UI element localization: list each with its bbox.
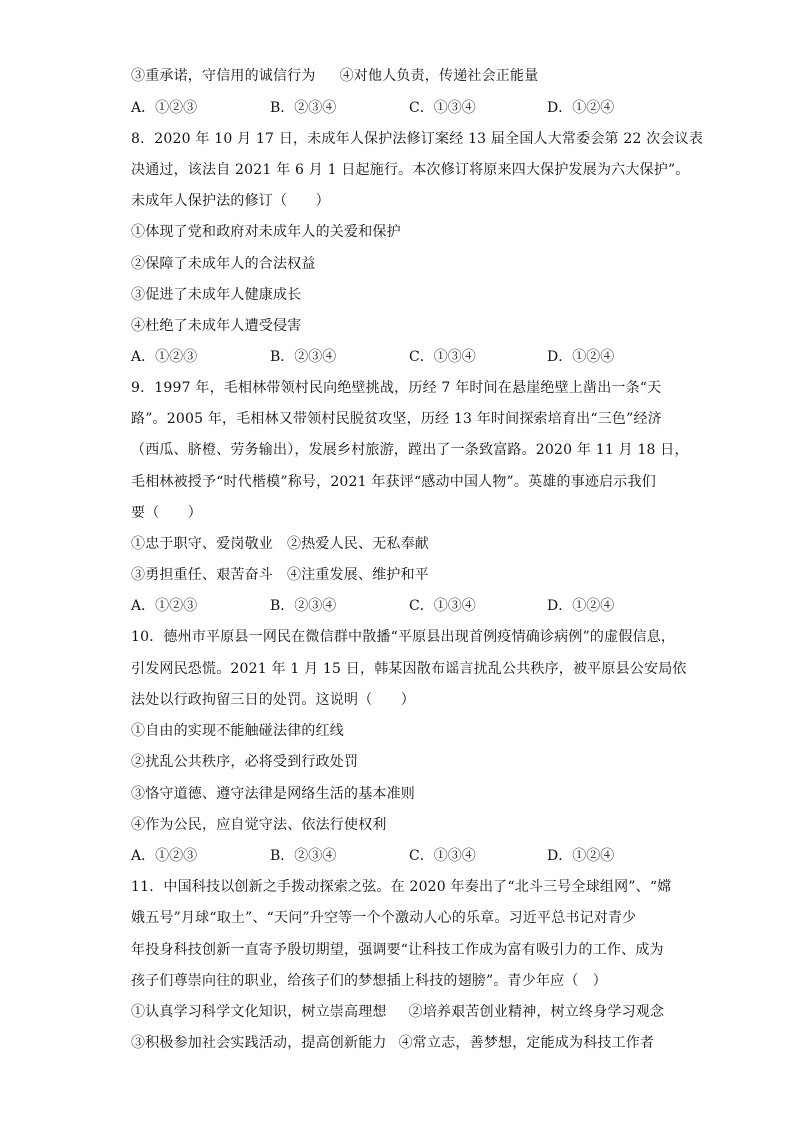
q10-option: ④作为公民，应自觉守法、依法行使权利 [131,817,387,833]
q9-choices [131,596,651,616]
q7-option-line [131,66,538,86]
q11-stem-line: 孩子们尊崇向往的职业，给孩子们的梦想插上科技的翅膀”。青少年应（ ） [131,973,607,989]
q8-stem-line: 决通过，该法自 2021 年 6 月 1 日起施行。本次修订将原来四大保护发展为六大保护”。 [131,162,690,178]
q10-stem-line: 引发网民恐慌。2021 年 1 月 15 日，韩某因散布谣言扰乱公共秩序，被平原县公安局依 [131,661,687,677]
q8-choice-d[interactable]: D．①②④ [547,349,615,365]
q8-option: ①体现了党和政府对未成年人的关爱和保护 [131,224,401,240]
q9-option-3: ③勇担重任、艰苦奋斗 [131,567,273,583]
q9-option-line [131,565,429,585]
q10-choice-b[interactable]: B．②③④ [270,848,337,864]
q7-choice-c[interactable]: C．①③④ [409,100,476,116]
q9-option-line [131,534,429,554]
q11-option-4: ④常立志，善梦想，定能成为科技工作者 [398,1035,655,1051]
q9-stem-line: 要（ ） [131,505,202,521]
q10-option: ②扰乱公共秩序，必将受到行政处罚 [131,754,359,770]
q8-option: ②保障了未成年人的合法权益 [131,256,316,272]
q11-option-line [131,1033,654,1053]
q9-choice-a[interactable]: A．①②③ [131,598,198,614]
q8-choice-b[interactable]: B．②③④ [270,349,337,365]
q7-choice-b[interactable]: B．②③④ [270,100,337,116]
q7-choices [131,98,651,118]
q7-choice-d[interactable]: D．①②④ [547,100,615,116]
q8-option: ④杜绝了未成年人遭受侵害 [131,318,302,334]
q8-stem-line: 未成年人保护法的修订（ ） [131,193,330,209]
q10-choice-c[interactable]: C．①③④ [409,848,476,864]
q9-choice-c[interactable]: C．①③④ [409,598,476,614]
q7-choice-a[interactable]: A．①②③ [131,100,198,116]
q10-option: ③恪守道德、遵守法律是网络生活的基本准则 [131,786,415,802]
q9-option-1: ①忠于职守、爱岗敬业 [131,536,273,552]
q10-choice-d[interactable]: D．①②④ [547,848,615,864]
q9-stem-line: 毛相林被授予“时代楷模”称号，2021 年获评“感动中国人物”。英雄的事迹启示我们 [131,474,656,490]
q8-option: ③促进了未成年人健康成长 [131,287,302,303]
q11-option-line [131,1002,664,1022]
q9-stem-line: 9．1997 年，毛相林带领村民向绝壁挑战，历经 7 年时间在悬崖绝壁上凿出一条“天 [131,380,662,396]
q11-stem-line: 娥五号”月球“取土”、“天问”升空等一个个激动人心的乐章。习近平总书记对青少 [131,910,637,926]
q8-stem-line: 8．2020 年 10 月 17 日，未成年人保护法修订案经 13 届全国人大常委会第 22 次会议表 [131,131,704,147]
q10-stem-line: 10．德州市平原县一网民在微信群中散播“平原县出现首例疫情确诊病例”的虚假信息， [131,629,676,645]
q8-choice-c[interactable]: C．①③④ [409,349,476,365]
q11-option-2: ②培养艰苦创业精神，树立终身学习观念 [408,1004,665,1020]
q9-stem-line: 路”。2005 年，毛相林又带领村民脱贫攻坚，历经 13 年时间探索培育出“三色”经济 [131,411,662,427]
q11-stem-line: 年投身科技创新一直寄予殷切期望，强调要“让科技工作成为富有吸引力的工作、成为 [131,942,664,958]
q11-option-3: ③积极参加社会实践活动，提高创新能力 [131,1035,387,1051]
q9-stem-line: （西瓜、脐橙、劳务输出），发展乡村旅游，蹚出了一条致富路。2020 年 11 月 18 日， [131,442,689,458]
q8-choice-a[interactable]: A．①②③ [131,349,198,365]
q9-option-4: ④注重发展、维护和平 [287,567,429,583]
q7-option-4: ④对他人负责，传递社会正能量 [339,68,539,84]
q10-stem-line: 法处以行政拘留三日的处罚。这说明（ ） [131,692,415,708]
q11-stem-line: 11．中国科技以创新之手拨动探索之弦。在 2020 年奏出了“北斗三号全球组网”、“嫦 [131,879,672,895]
q11-option-1: ①认真学习科学文化知识，树立崇高理想 [131,1004,387,1020]
q9-choice-d[interactable]: D．①②④ [547,598,615,614]
q9-option-2: ②热爱人民、无私奉献 [287,536,429,552]
q9-choice-b[interactable]: B．②③④ [270,598,337,614]
q10-option: ①自由的实现不能触碰法律的红线 [131,723,344,739]
q8-choices [131,347,651,367]
q10-choice-a[interactable]: A．①②③ [131,848,198,864]
q7-option-3: ③重承诺，守信用的诚信行为 [131,68,316,84]
q10-choices [131,846,651,866]
